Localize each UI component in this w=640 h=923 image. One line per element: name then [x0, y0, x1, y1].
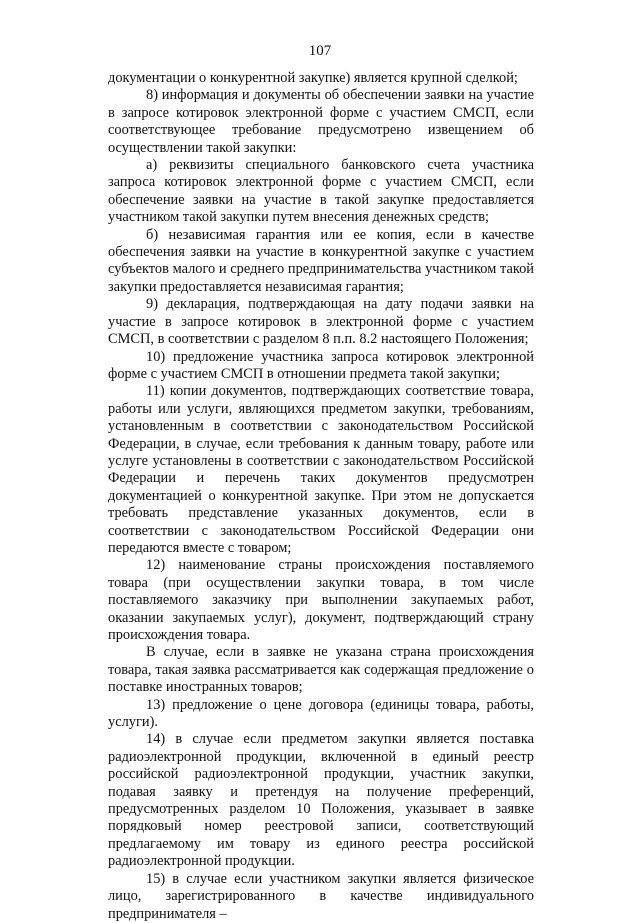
- paragraph-subitem-a: а) реквизиты специального банковского счета участника запроса котировок электронной форме с участием СМСП, если обеспечение заявки на участие в такой закупке предоставляется участником такой закупки путем внесения денежных средств;: [108, 157, 534, 226]
- paragraph-item-15: 15) в случае если участником закупки является физическое лицо, зарегистрированного в качестве индивидуального предпринимателя –: [108, 870, 534, 922]
- paragraph-subitem-b: б) независимая гарантия или ее копия, если в качестве обеспечения заявки на участие в конкурентной закупке с участием субъектов малого и среднего предпринимательства участником такой закупки предоставляется независимая гарантия;: [108, 226, 534, 295]
- paragraph-continuation: документации о конкурентной закупке) является крупной сделкой;: [108, 70, 518, 86]
- paragraph-item-12: 12) наименование страны происхождения поставляемого товара (при осуществлении закупки товара, в том числе поставляемого заказчику при выполнении закупаемых работ, оказании закупаемых услуг), документ, подтверждающий страну происхождения товара.: [108, 557, 534, 643]
- page-number: 107: [308, 43, 332, 59]
- paragraph-item-13: 13) предложение о цене договора (единицы товара, работы, услуги).: [108, 696, 534, 731]
- paragraph-item-8: 8) информация и документы об обеспечении заявки на участие в запросе котировок электронной форме с участием СМСП, если соответствующее требование предусмотрено извещением об осуществлении такой закупки:: [108, 87, 534, 156]
- paragraph-item-10: 10) предложение участника запроса котировок электронной форме с участием СМСП в отношении предмета такой закупки;: [108, 348, 534, 382]
- paragraph-country-note: В случае, если в заявке не указана страна происхождения товара, такая заявка рассматривается как содержащая предложение о поставке иностранных товаров;: [108, 644, 534, 696]
- paragraph-item-11: 11) копии документов, подтверждающих соответствие товара, работы или услуги, являющихся предметом закупки, требованиям, установленным в соответствии с законодательством Российской Федерации, в случае, если требования к данным товару, работе или услуге установлены в соответствии с законодательством Российской Федерации и перечень таких документов предусмотрен документацией о конкурентной закупке. При этом не допускается требовать представление указанных документов, если в соответствии с законодательством Российской Федерации они передаются вместе с товаром;: [108, 383, 534, 556]
- paragraph-item-9: 9) декларация, подтверждающая на дату подачи заявки на участие в запросе котировок в электронной форме с участием СМСП, в соответствии с разделом 8 п.п. 8.2 настоящего Положения;: [108, 296, 534, 348]
- paragraph-item-14: 14) в случае если предметом закупки является поставка радиоэлектронной продукции, включенной в единый реестр российской радиоэлектронной продукции, участник закупки, подавая заявку и претендуя на получение преференций, предусмотренных разделом 10 Положения, указывает в заявке порядковый номер реестровой записи, соответствующий предлагаемому им товару из единого реестра российской радиоэлектронной продукции.: [108, 731, 534, 870]
- document-body: [108, 70, 534, 923]
